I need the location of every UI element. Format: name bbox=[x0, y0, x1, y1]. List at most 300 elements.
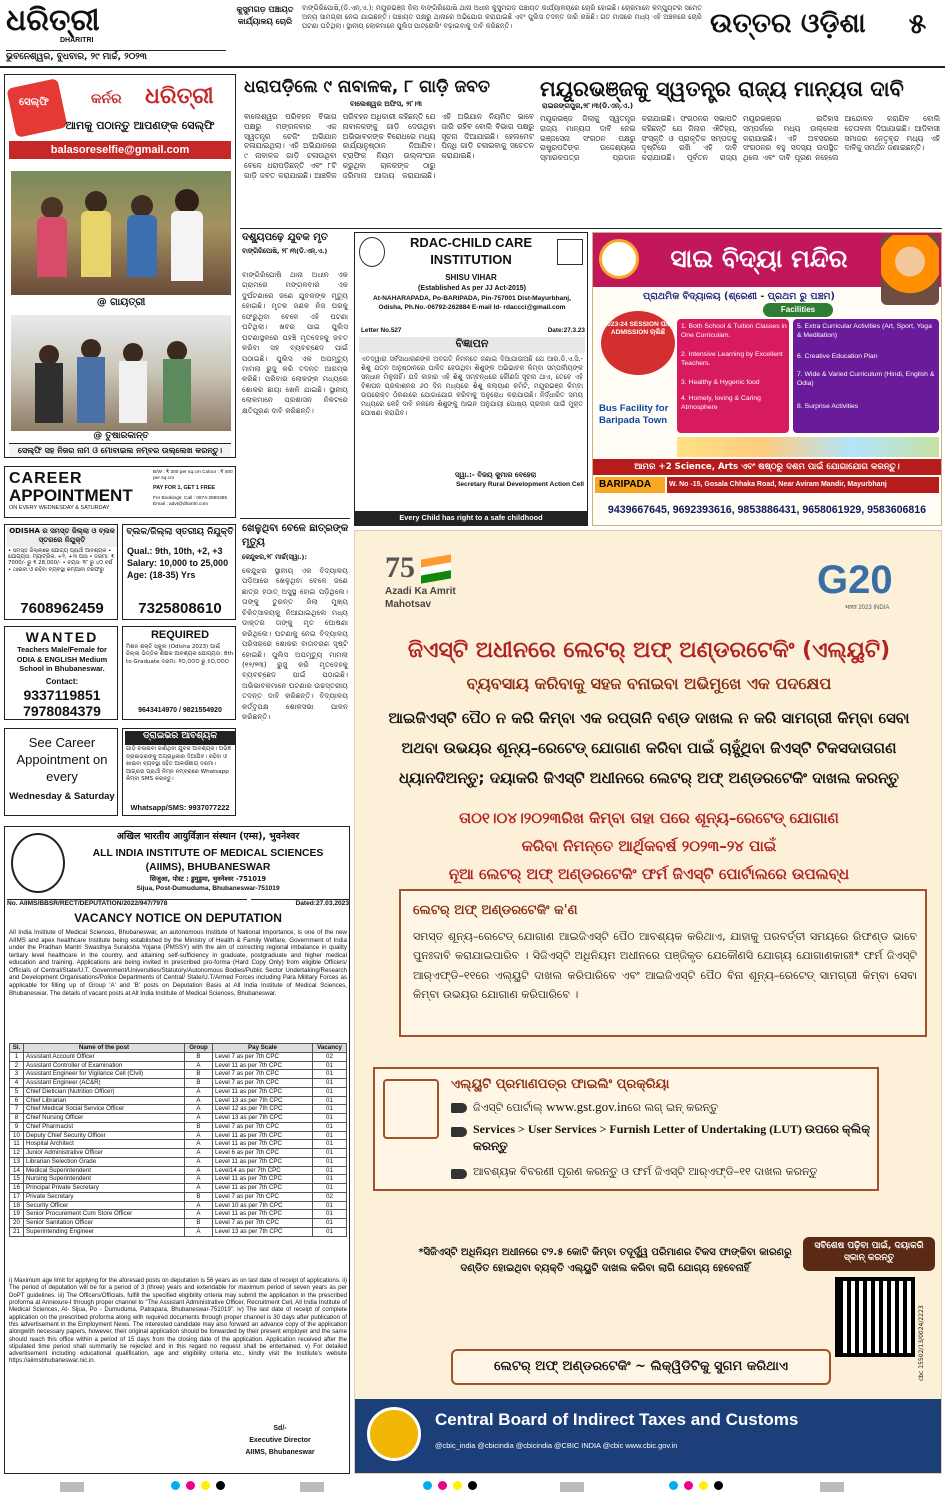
news-4-dateline: କେନ୍ଦୁଝର,୨୮ ମାର୍ଚ୍ଚ(ସ୍ୱା.): bbox=[242, 553, 308, 561]
table-cell: A bbox=[185, 1175, 213, 1184]
table-row bbox=[10, 1105, 347, 1114]
pointer-icon-2 bbox=[451, 1127, 467, 1137]
table-row bbox=[10, 1061, 347, 1070]
masthead-rule bbox=[0, 66, 945, 68]
aiims-posts-table bbox=[9, 1043, 347, 1275]
table-cell: A bbox=[185, 1061, 213, 1070]
rdac-secretary: Secretary Rural Development Action Cell bbox=[455, 481, 584, 488]
table-cell: 21 bbox=[10, 1227, 24, 1236]
news-4-headline: ଖେଳୁଥିବା ବେଳେ ଛାତ୍ରଙ୍କ ମୃତ୍ୟୁ bbox=[242, 523, 349, 548]
table-cell: 2 bbox=[10, 1061, 24, 1070]
news-mayurbhanj bbox=[538, 74, 942, 226]
office-theft-body: ବାଙ୍ଗିରିପୋଷି,(ଡି.ଏନ୍.ଏ.): ମୟୂରଭଞ୍ଜ ଜିଲା ବାଙ୍ଗିରିପୋଷି ଥାନା ଅଧୀନ କୁସୁମଗଡ଼ ପଞ୍ଚାୟତ କାର୍ଯ୍ୟାଳୟରେ ଚୋରି ହୋଇଛି। ଚୋରମାନେ କମ୍ପ୍ୟୁଟର ସମେତ ଅନ୍ୟ ସାମଗ୍ରୀ ନେଇ ଯାଇଛନ୍ତି। ପଞ୍ଚାୟତ ପକ୍ଷରୁ ଥାନାରେ ଅଭିଯୋଗ କରାଯାଇଛି ଏବଂ ପୁଲିସ ତଦନ୍ତ ଜାରି ରଖିଛି। ଗତ ମାସରେ ମଧ୍ୟ ଏହି ଅଞ୍ଚଳରେ ଚୋରି ଘଟଣା ଘଟିଥିଲା। ସ୍ଥାନୀୟ ଲୋକମାନେ ପୁଲିସ ପାଟ୍ରୋଲିଂ ବଢ଼ାଇବାକୁ ଦାବି କରିଛନ୍ତି। bbox=[302, 4, 702, 30]
table-cell: 16 bbox=[10, 1184, 24, 1193]
aiims-logo-icon bbox=[11, 833, 65, 893]
news-3-dateline: ବାଙ୍ଗିରିପୋଷି, ୨୮।୩(ଡି.ଏନ୍.ଏ.) bbox=[242, 247, 328, 255]
career-title-a: CAREER bbox=[9, 470, 83, 487]
table-cell: Level 11 as per 7th CPC bbox=[213, 1157, 313, 1166]
classified-odisha-jobs bbox=[4, 524, 118, 620]
table-cell: A bbox=[185, 1227, 213, 1236]
gst-date-2: କରିବା ନିମନ୍ତେ ଆର୍ଥିକବର୍ଷ ୨୦୨୩–୨୪ ପାଇଁ bbox=[521, 837, 777, 855]
table-cell: Private Secretary bbox=[24, 1192, 185, 1201]
see-career-text: See Career Appointment on every bbox=[16, 735, 108, 784]
table-cell: 01 bbox=[313, 1149, 347, 1158]
color-dots-2 bbox=[420, 1481, 490, 1493]
gst-step-1-a: ଜିଏସ୍‌ଟି ପୋର୍ଟାଲ୍ bbox=[473, 1101, 547, 1114]
aiims-place: AIIMS, Bhubaneswar bbox=[245, 1449, 315, 1456]
office-theft-title: କୁସୁମଗଡ଼ ପଞ୍ଚାୟତ କାର୍ଯ୍ୟାଳୟ ଚୋରି bbox=[236, 5, 294, 26]
rdac-logo-icon bbox=[359, 237, 385, 267]
table-cell: A bbox=[185, 1105, 213, 1114]
table-cell: 8 bbox=[10, 1114, 24, 1123]
news-4-body: କେନ୍ଦୁଝର ସ୍ଥାନୀୟ ଏକ ବିଦ୍ୟାଳୟ ପଡ଼ିଆରେ ଖେଳୁଥିବା ବେଳେ ଜଣେ ଛାତ୍ର ହଠାତ୍ ଅସୁସ୍ଥ ହୋଇ ପଡ଼ିଥିଲେ। ତାଙ୍କୁ ତୁରନ୍ତ ଜିଲା ମୁଖ୍ୟ ଚିକିତ୍ସାଳୟକୁ ନିଆଯାଇଥିଲେ ମଧ୍ୟ ଡାକ୍ତର ତାଙ୍କୁ ମୃତ ଘୋଷଣା କରିଥିଲେ। ଘଟଣାକୁ ନେଇ ବିଦ୍ୟାଳୟ ପରିସରରେ ଶୋକର ବାତାବରଣ ସୃଷ୍ଟି ହୋଇଛି। ପୁଲିସ ଅପମୃତ୍ୟୁ ମାମଲା (୧୨/୨୩) ରୁଜୁ କରି ମୃତଦେହକୁ ବ୍ୟବଚ୍ଛେଦ ପାଇଁ ପଠାଇଛି। ଅଭିଭାବକମାନେ ଘଟଣାର ଉଚ୍ଚସ୍ତରୀୟ ତଦନ୍ତ ଦାବି କରିଛନ୍ତି। ବିଦ୍ୟାଳୟ କର୍ତ୍ତୃପକ୍ଷ ଶୋକସଭା ପାଳନ କରିଛନ୍ତି। bbox=[242, 566, 348, 722]
gst-code: cbc 15502/13/0024/2223 bbox=[918, 1305, 925, 1381]
news-student-death bbox=[240, 518, 350, 810]
table-row bbox=[10, 1210, 347, 1219]
classified-1-phone[interactable]: 7608962459 bbox=[20, 600, 104, 617]
table-cell: 19 bbox=[10, 1210, 24, 1219]
table-cell: B bbox=[185, 1052, 213, 1061]
sai-vidya-mandir-ad bbox=[592, 232, 942, 526]
table-cell: 01 bbox=[313, 1079, 347, 1088]
gst-date-1: ତା୦୧।୦୪।୨୦୨୩ରିଖ କିମ୍ବା ତାହା ପରେ ଶୂନ୍ୟ–ରେଟେଡ୍ ଯୋଗାଣ bbox=[459, 809, 839, 827]
table-cell: Hospital Architect bbox=[24, 1140, 185, 1149]
table-cell: B bbox=[185, 1192, 213, 1201]
aiims-address: Sijua, Post-Dumuduma, Bhubaneswar-751019 bbox=[136, 885, 280, 892]
table-cell: Senior Procurement Cum Store Officer bbox=[24, 1210, 185, 1219]
table-cell: Chief Librarian bbox=[24, 1096, 185, 1105]
sai-left-item-1: 1. Both School & Tuition Classes in One Curriculam. bbox=[681, 323, 787, 339]
aiims-intro: All India Institute of Medical Sciences, Bhubaneswar, an autonomous Institute of National Importance, is one of the new AIIMS and apex healthcare Institute being established by the Ministry of Health & Family Welfare, Government of India under the Pradhan Mantri Swasthya Suraksha Yojana (PMSSY) with the aim of correcting regional imbalance in quality tertiary level healthcare in the country, and attaining self-sufficiency in graduate, postgraduate and higher medical education and training. Applications are being invited in prescribed pro-forma (Hard Copy Only) from eligible Officers/ Officials of Central/State/U.T. Government/Universities/Statutory/Autonomous Bodies/Public Sector Undertaking/Research and Development Organisations/Police Departments of Central/ State/U.T/Armed Forces including Para Military Forces as applicable for filling up of Group 'A' and 'B' posts on Deputation Basis at All India Institute of Medical Sciences, Bhubaneswar. The details of vacant posts at All India Institute of Medical Sciences, Bhubaneswar. bbox=[9, 929, 347, 997]
table-cell: 4 bbox=[10, 1079, 24, 1088]
india-flag-icon bbox=[421, 554, 451, 583]
news-minors-caught bbox=[240, 74, 534, 226]
required-title: REQUIRED bbox=[150, 629, 210, 641]
table-cell: 10 bbox=[10, 1131, 24, 1140]
see-career-days: Wednesday & Saturday bbox=[9, 791, 115, 802]
classified-2-body: Qual.: 9th, 10th, +2, +3 Salary: 10,000 to 25,000 Age: (18-35) Yrs bbox=[127, 546, 229, 581]
rdac-sub: SHISU VIHAR bbox=[445, 273, 497, 282]
registration-mark-4 bbox=[820, 1482, 844, 1492]
gst-step-1-b: ରେ ଲଗ୍ ଇନ୍ କରନ୍ତୁ bbox=[627, 1101, 719, 1114]
aiims-hindi-address: सिजुआ, पोस्ट : डुमुडुमा, भुवनेश्वर -751019 bbox=[149, 875, 267, 883]
wanted-contact: Contact: bbox=[45, 677, 79, 686]
col-vacancy: Vacancy bbox=[313, 1044, 347, 1053]
table-cell: 01 bbox=[313, 1201, 347, 1210]
table-row bbox=[10, 1219, 347, 1228]
table-cell: Nursing Superintendent bbox=[24, 1175, 185, 1184]
sai-baba-image bbox=[881, 235, 939, 305]
table-cell: Librarian Selection Grade bbox=[24, 1157, 185, 1166]
classified-2-phone[interactable]: 7325808610 bbox=[138, 600, 222, 617]
selfie-brand-a: ସେଲ୍ଫି bbox=[19, 97, 49, 108]
classified-required bbox=[122, 626, 236, 720]
table-cell: 01 bbox=[313, 1140, 347, 1149]
gst-subhead: ବ୍ୟବସାୟ କରିବାକୁ ସହଜ ବନାଇବା ଅଭିମୁଖେ ଏକ ପଦକ୍ଷେପ bbox=[466, 674, 832, 693]
table-cell: Level 7 as per 7th CPC bbox=[213, 1052, 313, 1061]
table-row bbox=[10, 1140, 347, 1149]
table-cell: 01 bbox=[313, 1114, 347, 1123]
table-cell: Senior Sanitation Officer bbox=[24, 1219, 185, 1228]
gst-lead-3: ଧ୍ୟାନଦିଅନ୍ତୁ; ଦୟାକରି ଜିଏସ୍‌ଟି ଅଧୀନରେ ଲେଟର୍ ଅଫ୍ ଅଣ୍ଡରଟେକିଂ ଦାଖଲ କରନ୍ତୁ bbox=[399, 769, 899, 787]
selfie-caption-1: @ ଗାୟତ୍ରୀ bbox=[96, 297, 146, 308]
table-row bbox=[10, 1201, 347, 1210]
table-cell: 14 bbox=[10, 1166, 24, 1175]
sai-title: ସାଇ ବିଦ୍ୟା ମନ୍ଦିର bbox=[670, 244, 848, 273]
aiims-vacancy-notice bbox=[4, 826, 350, 1474]
table-cell: Superintending Engineer bbox=[24, 1227, 185, 1236]
news-3-body: ବାଙ୍ଗିରିପୋଷି ଥାନା ଅଧୀନ ଏକ ଗ୍ରାମରେ ମଙ୍ଗଳବାର ଏକ ଦୁର୍ଘଟଣାରେ ଜଣେ ଯୁବକଙ୍କ ମୃତ୍ୟୁ ହୋଇଛି। ମୃତକ ଜଣକ ନିଜ ଘରକୁ ଫେରୁଥିବା ବେଳେ ଏହି ଘଟଣା ଘଟିଥିଲା। ଖବର ପାଇ ପୁଲିସ ଘଟଣାସ୍ଥଳରେ ପହଞ୍ଚି ମୃତଦେହକୁ ଜବତ କରିବା ସହ ବ୍ୟବଚ୍ଛେଦ ପାଇଁ ପଠାଇଛି। ପୁଲିସ ଏକ ଅପମୃତ୍ୟୁ ମାମଲା ରୁଜୁ କରି ତଦନ୍ତ ଆରମ୍ଭ କରିଛି। ପରିବାର ଲୋକଙ୍କ ମଧ୍ୟରେ ଶୋକର ଛାୟା ଖେଳି ଯାଇଛି। ସ୍ଥାନୀୟ ଲୋକମାନେ ପ୍ରଶାସନ ନିକଟରେ କ୍ଷତିପୂରଣ ଦାବି କରିଛନ୍ତି। bbox=[242, 270, 348, 415]
col-group: Group bbox=[185, 1044, 213, 1053]
aiims-notes: i) Maximum age limit for applying for the aforesaid posts on deputation is 56 years as on last date of receipt of applications. ii) The period of deputation will be for a period of 3 (three) years and extendable for maximum period of seven years as per DoPT guidelines. iii) The Officers/Officials, fulfill the specified eligibility criteria may submit the application in the prescribed proforma at Annexure-I through proper channel to "The Assistant Administrative Officer, Recruitment Cell, All India Institute of Medical Sciences, At- Sijua, Po - Dumuduma, Patrapara, Bhubaneswar-751019". iv) The last date of receipt of complete application on the prescribed proforma along with required documents through proper channel is 30 days after publication of this advertisement in the Employment News. The interested candidate may also forward an advance copy of the application alongwith necessary papers, however, their original application should be forwarded by their present employer and the same should reach this office within a period of 15 days from the closing date of the application. Application received after the stipulated time period shall summarily be rejected and in this regard no request shall be entertained. v) For detailed advertisement including educational qualification, age and eligibility criteria etc., kindly visit the Institute's website https://aiimsbhubaneswar.nic.in. bbox=[9, 1277, 347, 1365]
table-cell: 7 bbox=[10, 1105, 24, 1114]
table-cell: A bbox=[185, 1131, 213, 1140]
table-row bbox=[10, 1122, 347, 1131]
cbic-emblem-icon bbox=[367, 1407, 421, 1461]
table-cell: B bbox=[185, 1079, 213, 1088]
career-subtitle: ON EVERY WEDNESDAY & SATURDAY bbox=[9, 505, 110, 511]
azadi-number: 75 bbox=[385, 551, 415, 584]
table-cell: 11 bbox=[10, 1140, 24, 1149]
selfie-caption-2: @ ତୁଷାରକାନ୍ତ bbox=[93, 431, 149, 441]
news-1-dateline: ବାଲେଶ୍ୱର ଅଫିସ, ୨୮।୩ bbox=[350, 100, 422, 108]
table-cell: Level 13 as per 7th CPC bbox=[213, 1114, 313, 1123]
table-row bbox=[10, 1157, 347, 1166]
sai-address: W. No -15, Gosala Chhaka Road, Near Aviram Mandir, Mayurbhanj bbox=[667, 477, 939, 493]
sai-right-item-2: 6. Creative Education Plan bbox=[797, 353, 878, 360]
color-dots-1 bbox=[168, 1481, 238, 1493]
pointer-icon-1 bbox=[451, 1103, 467, 1113]
aiims-title-1: ALL INDIA INSTITUTE OF MEDICAL SCIENCES bbox=[92, 848, 324, 859]
table-cell: 20 bbox=[10, 1219, 24, 1228]
table-cell: 01 bbox=[313, 1087, 347, 1096]
newspaper-logo-sub: DHARITRI bbox=[60, 37, 94, 44]
table-cell: Level 12 as per 7th CPC bbox=[213, 1105, 313, 1114]
form-click-icon bbox=[383, 1079, 439, 1139]
table-cell: 01 bbox=[313, 1227, 347, 1236]
table-cell: Assistant Engineer (AC&R) bbox=[24, 1079, 185, 1088]
wanted-title: WANTED bbox=[25, 629, 99, 645]
sai-bus: Bus Facility for Baripada Town bbox=[599, 403, 669, 426]
gst-footer-bar bbox=[355, 1399, 941, 1473]
masthead bbox=[0, 0, 945, 70]
selfie-corner bbox=[4, 74, 236, 458]
table-cell: 02 bbox=[313, 1192, 347, 1201]
gst-what-box bbox=[399, 889, 927, 1037]
gst-lead-2: ଅଥବା ଉଭୟର ଶୂନ୍ୟ–ରେଟେଡ୍ ଯୋଗାଣ କରିବା ପାଇଁ ଚାହୁଁଥିବା ଜିଏସ୍‌ଟି ଟିକସଦାତାଗଣ bbox=[401, 739, 897, 757]
cbic-title: Central Board of Indirect Taxes and Customs bbox=[435, 1410, 799, 1429]
table-cell: A bbox=[185, 1087, 213, 1096]
gst-scan-label: ସବିଶେଷ ପଢ଼ିବା ପାଇଁ, ଦୟାକରି ସ୍କାନ୍ କରନ୍ତୁ bbox=[803, 1237, 935, 1271]
table-cell: 01 bbox=[313, 1175, 347, 1184]
table-row bbox=[10, 1149, 347, 1158]
table-header-row bbox=[10, 1044, 347, 1053]
sai-left-item-2: 2. Intensive Learning by Excellent Teachers. bbox=[681, 351, 783, 367]
classified-1-body: • ସମସ୍ତ ଜିଲ୍ଲାରେ ଯୋଗ୍ୟ ପ୍ରାର୍ଥୀ ଆବଶ୍ୟକ • ଯୋଗ୍ୟତା: ମ୍ୟାଟ୍ରିକ, +୨, +୩ ପାସ • ଦରମା: ₹ 7000/- ରୁ ₹ 28,000/- • ବୟସ: ୧୮ ରୁ ୪୦ ବର୍ଷ • ଥାଇବା ଓ ରହିବା ବ୍ୟବସ୍ଥା କମ୍ପାନୀ ତରଫରୁ bbox=[8, 548, 115, 573]
table-cell: 02 bbox=[313, 1052, 347, 1061]
rdac-letter: Letter No.527 bbox=[361, 327, 402, 334]
pointer-icon-3 bbox=[451, 1169, 467, 1179]
aiims-sign: Sd/- bbox=[273, 1425, 287, 1432]
table-cell: Chief Nursing Officer bbox=[24, 1114, 185, 1123]
table-cell: Level 7 as per 7th CPC bbox=[213, 1192, 313, 1201]
classified-wanted bbox=[4, 626, 118, 720]
child-care-logo-icon bbox=[557, 239, 583, 265]
selfie-tagline: ଆମକୁ ପଠାନ୍ତୁ ଆପଣଙ୍କ ସେଲ୍ଫି bbox=[65, 119, 215, 132]
table-cell: Level 11 as per 7th CPC bbox=[213, 1175, 313, 1184]
selfie-email[interactable]: balasoreselfie@gmail.com bbox=[9, 141, 231, 159]
gst-step-2: Services > User Services > Furnish Letter of Undertaking (LUT) ଉପରେ କ୍ଲିକ୍ କରନ୍ତୁ bbox=[473, 1122, 871, 1154]
color-dots-3 bbox=[666, 1481, 736, 1493]
news-3-headline: ଦଶ୍ୟୁପଢ଼େ ଯୁବକ ମୃତ bbox=[242, 232, 328, 243]
rdac-date: Date:27.3.23 bbox=[547, 327, 585, 334]
section-title: ଉତ୍ତର ଓଡ଼ିଶା bbox=[710, 8, 866, 39]
gst-step-1 bbox=[473, 1099, 873, 1117]
table-cell: Level 13 as per 7th CPC bbox=[213, 1227, 313, 1236]
table-row bbox=[10, 1087, 347, 1096]
table-cell: 15 bbox=[10, 1175, 24, 1184]
sai-right-item-3: 7. Wide & Varied Curriculum (Hindi, English & Odia) bbox=[797, 371, 935, 387]
gst-step-3: ଆବଶ୍ୟକ ବିବରଣୀ ପୂରଣ କରନ୍ତୁ ଓ ଫର୍ମ ଜିଏସ୍‌ଟି ଆର୍‌ଏଫ୍‌ଡି–୧୧ ଦାଖଲ କରନ୍ତୁ bbox=[473, 1165, 818, 1178]
dateline: ଭୁବନେଶ୍ୱର, ବୁଧବାର, ୨୯ ମାର୍ଚ୍ଚ, ୨୦୨୩ bbox=[6, 50, 226, 64]
table-row bbox=[10, 1192, 347, 1201]
table-cell: 5 bbox=[10, 1087, 24, 1096]
sai-sub: ପ୍ରାଥମିକ ବିଦ୍ୟାଳୟ (ଶ୍ରେଣୀ - ପ୍ରଥମ ରୁ ପଞ୍ଚମ) bbox=[643, 291, 835, 302]
gst-what-body: ସମସ୍ତ ଶୂନ୍ୟ–ରେଟେଡ୍ ଯୋଗାଣ ଆଇଜିଏସ୍‌ଟି ପୈଠ ଆବଶ୍ୟକ କରିଥାଏ, ଯାହାକୁ ପରବର୍ତ୍ତୀ ସମୟରେ ରିଫଣ୍ଡ ଭାବେ ପୁନଃଦାବି କରାଯାଇପାରିବ । ସିଜିଏସ୍‌ଟି ଅଧିନିୟମ ଅଧୀନରେ ପଞ୍ଜିକୃତ ଯେକୌଣସି ଯୋଗ୍ୟ ଯୋଗାଣକାରୀ* ଫର୍ମ ଜିଏସ୍‌ଟି ଆର୍‌ଏଫ୍‌ଡି–୧୧ରେ ଏଲ୍‌ୟୁଟି ଦାଖଲ କରିପାରିବେ ଏବଂ ଆଇଜିଏସ୍‌ଟି ପୈଠ ବିନା ଶୂନ୍ୟ–ରେଟେଡ୍ ସାମଗ୍ରୀ କିମ୍ବା ସେବା କିମ୍ବା ଉଭୟର ଯୋଗାଣ କରିପାରିବେ । bbox=[413, 930, 917, 1001]
table-cell: B bbox=[185, 1219, 213, 1228]
sai-science: ଆମର +2 Science, Arts ଏବଂ ଷଷ୍ଠରୁ ଦଶମ ପାଇଁ ଯୋଗାଯୋଗ କରନ୍ତୁ। bbox=[593, 459, 941, 475]
table-cell: 01 bbox=[313, 1096, 347, 1105]
selfie-photo-1 bbox=[11, 171, 231, 295]
table-cell: Assistant Account Officer bbox=[24, 1052, 185, 1061]
see-career-box bbox=[4, 728, 118, 816]
table-cell: Level 11 as per 7th CPC bbox=[213, 1210, 313, 1219]
sai-left-item-3: 3. Healthy & Hygenic food bbox=[681, 379, 760, 386]
table-cell: 01 bbox=[313, 1157, 347, 1166]
classified-1-title: ODISHA ର ସମସ୍ତ ଜିଲ୍ଲା ଓ ବ୍ଲକ ସ୍ତରରେ ନିଯୁକ୍ତି bbox=[7, 527, 117, 547]
table-row bbox=[10, 1070, 347, 1079]
table-cell: Principal Private Secretary bbox=[24, 1184, 185, 1193]
table-cell: A bbox=[185, 1201, 213, 1210]
registration-mark-2 bbox=[300, 1482, 324, 1492]
table-cell: 01 bbox=[313, 1070, 347, 1079]
aiims-hindi-title: अखिल भारतीय आयुर्विज्ञान संस्थान (एम्स), भुवनेश्वर bbox=[116, 831, 300, 842]
table-cell: 01 bbox=[313, 1131, 347, 1140]
aiims-vacancy-title: VACANCY NOTICE ON DEPUTATION bbox=[74, 911, 282, 925]
posts-table bbox=[9, 1043, 347, 1237]
news-youth-death bbox=[240, 232, 350, 516]
table-row bbox=[10, 1114, 347, 1123]
table-cell: 17 bbox=[10, 1192, 24, 1201]
driver-title: ଡ୍ରାଇଭର ଆବଶ୍ୟକ bbox=[125, 731, 235, 745]
classified-driver bbox=[122, 728, 236, 816]
table-cell: Chief Medical Social Service Officer bbox=[24, 1105, 185, 1114]
table-cell: B bbox=[185, 1070, 213, 1079]
cbic-socials[interactable]: @cbic_india @cbicindia @cbicindia @CBIC INDIA @cbic www.cbic.gov.in bbox=[435, 1441, 678, 1450]
driver-body: ଗାଡ଼ି ଚଳାଇବା ଜାଣିଥିବା ଯୁବକ ଆବଶ୍ୟକ। ଅଭିଜ୍ଞ ଡ୍ରାଇଭରଙ୍କୁ ଅଗ୍ରାଧିକାର ଦିଆଯିବ। ରହିବା ଓ ଖାଇବା ବ୍ୟବସ୍ଥା ସହିତ ଆକର୍ଷଣୀୟ ଦରମା। ଆଗ୍ରହୀ ପ୍ରାର୍ଥୀ ନିମ୍ନ ନମ୍ବରରେ Whatsapp କିମ୍ବା SMS କରନ୍ତୁ। bbox=[126, 746, 232, 783]
rdac-established: (Established As per JJ Act-2015) bbox=[417, 285, 527, 292]
table-cell: Junior Administrative Officer bbox=[24, 1149, 185, 1158]
news-2-headline: ମୟୂରଭଞ୍ଜକୁ ସ୍ୱତନ୍ତ୍ର ରାଜ୍ୟ ମାନ୍ୟତା ଦାବି bbox=[540, 77, 904, 101]
sai-children-image bbox=[677, 437, 939, 457]
table-cell: 1 bbox=[10, 1052, 24, 1061]
rdac-notice-title: ବିଜ୍ଞାପନ bbox=[359, 337, 585, 353]
registration-mark-1 bbox=[60, 1482, 84, 1492]
rdac-notice bbox=[354, 232, 588, 526]
col-sl: Sl. bbox=[10, 1044, 24, 1053]
sai-phones[interactable]: 9439667645, 9692393616, 9853886431, 9658061929, 9583606816 bbox=[607, 504, 927, 516]
table-cell: Level 7 as per 7th CPC bbox=[213, 1219, 313, 1228]
table-cell: 6 bbox=[10, 1096, 24, 1105]
rdac-title: RDAC-CHILD CARE INSTITUTION bbox=[409, 235, 533, 267]
selfie-brand-b: କର୍ନର bbox=[91, 91, 122, 107]
table-cell: 12 bbox=[10, 1149, 24, 1158]
table-cell: Level 7 as per 7th CPC bbox=[213, 1122, 313, 1131]
table-cell: 3 bbox=[10, 1070, 24, 1079]
career-title-b: APPOINTMENT bbox=[9, 486, 133, 505]
table-cell: Medical Superintendent bbox=[24, 1166, 185, 1175]
classified-block-jobs bbox=[122, 524, 236, 620]
career-banner bbox=[4, 466, 236, 518]
table-cell: A bbox=[185, 1096, 213, 1105]
table-cell: Level 7 as per 7th CPC bbox=[213, 1070, 313, 1079]
sai-session-badge: 2023-24 SESSION ପାଇଁ ADMISSION ଚାଲିଛି bbox=[601, 311, 675, 375]
rdac-notice-body: ଏତଦ୍ୱାରା ସର୍ବସାଧାରଣଙ୍କ ଅବଗତି ନିମନ୍ତେ ଜଣାଇ ଦିଆଯାଉଅଛି ଯେ ଆର.ଡି.ଏ.ସି.-ଶିଶୁ ଯତ୍ନ ଅନୁଷ୍ଠାନରେ ପାଳିତ ହେଉଥିବା ଶିଶୁଙ୍କ ଅଭିଭାବକ କିମ୍ବା ସମ୍ପର୍କୀୟଙ୍କ ସନ୍ଧାନ ମିଳୁନାହିଁ। ଯଦି କାହାର ଏହି ଶିଶୁ ସମ୍ବନ୍ଧରେ କୌଣସି ସୂଚନା ଥାଏ, ତେବେ ଏହି ବିଜ୍ଞାପନ ପ୍ରକାଶନର ୬୦ ଦିନ ମଧ୍ୟରେ ଶିଶୁ କଲ୍ୟାଣ କମିଟି, ମୟୂରଭଞ୍ଜ କିମ୍ବା ଉପରୋକ୍ତ ଠିକଣାରେ ଯୋଗାଯୋଗ କରିବାକୁ ଅନୁରୋଧ କରାଯାଉଛି। ନିର୍ଦ୍ଧାରିତ ସମୟ ମଧ୍ୟରେ କେହି ଦାବି ନକଲେ ଶିଶୁଙ୍କୁ ଆଇନ ଅନୁଯାୟୀ ପୋଷ୍ୟ ପ୍ରଦାନ ପାଇଁ ମୁକ୍ତ ଘୋଷଣା କରାଯିବ। bbox=[361, 355, 583, 417]
table-cell: Level 11 as per 7th CPC bbox=[213, 1184, 313, 1193]
table-cell: A bbox=[185, 1166, 213, 1175]
table-cell: A bbox=[185, 1210, 213, 1219]
required-body: ମିଶନ ଶକ୍ତି ସ୍କୁଲ (Odisha 2023) ପାଇଁ ଜିଲ୍ଲା ଭିତ୍ତିକ ଶିକ୍ଷକ ଆବଶ୍ୟକ ଯୋଗ୍ୟତା: 8th to Graduate ଦରମା: ୧୦,୦୦୦ ରୁ ୫୦,୦୦୦ bbox=[126, 644, 234, 665]
table-cell: A bbox=[185, 1157, 213, 1166]
selfie-footer: ସେଲ୍ଫି ସହ ନିଜର ନାମ ଓ ମୋବାଇଲ ନମ୍ବର ଉଲ୍ଲେଖ କରନ୍ତୁ। bbox=[9, 443, 231, 457]
table-cell: Assistant Controller of Examination bbox=[24, 1061, 185, 1070]
gst-what-title: ଲେଟର୍ ଅଫ୍ ଅଣ୍ଡରଟେକିଂ କ'ଣ bbox=[413, 903, 578, 918]
col-post: Name of the post bbox=[24, 1044, 185, 1053]
selfie-photo-2 bbox=[11, 315, 231, 431]
table-cell: 01 bbox=[313, 1166, 347, 1175]
table-cell: 01 bbox=[313, 1184, 347, 1193]
career-offer: PAY FOR 1, GET 1 FREE bbox=[153, 485, 215, 491]
classified-2-title: ବ୍ଲକ/ଜିଲ୍ଲା ସ୍ତରୀୟ ନିଯୁକ୍ତି bbox=[126, 527, 234, 537]
rdac-address: At-NAHARAPADA, Po-BARIPADA, Pin-757001 Dist-Mayurbhanj, Odisha, Ph.No.-06792-262884 E-mail Id- rdaccci@gmail.com bbox=[373, 295, 571, 311]
newspaper-logo: ଧରିତ୍ରୀ bbox=[6, 3, 100, 38]
sai-facilities-label: Facilities bbox=[763, 303, 833, 317]
qr-code-icon[interactable] bbox=[835, 1277, 915, 1357]
table-cell: A bbox=[185, 1184, 213, 1193]
table-cell: Level 10 as per 7th CPC bbox=[213, 1201, 313, 1210]
sai-left-list-box bbox=[677, 319, 789, 433]
table-cell: Level14 as per 7th CPC bbox=[213, 1166, 313, 1175]
gst-url[interactable]: www.gst.gov.in bbox=[546, 1099, 628, 1114]
table-cell: 01 bbox=[313, 1061, 347, 1070]
gst-proc-title: ଏଲ୍‌ୟୁଟି ପ୍ରମାଣପତ୍ର ଫାଇଲିଂ ପ୍ରକ୍ରିୟା bbox=[451, 1077, 670, 1092]
selfie-brand-c: ଧରିତ୍ରୀ bbox=[145, 83, 214, 109]
gst-lut-ad bbox=[354, 530, 942, 1474]
table-row bbox=[10, 1096, 347, 1105]
wanted-phone-2[interactable]: 7978084379 bbox=[23, 703, 101, 719]
table-cell: Level 11 as per 7th CPC bbox=[213, 1131, 313, 1140]
table-cell: 01 bbox=[313, 1105, 347, 1114]
table-row bbox=[10, 1052, 347, 1061]
table-cell: Chief Dietician (Nutrition Officer) bbox=[24, 1087, 185, 1096]
gst-date-3: ନୂଆ ଲେଟର୍ ଅଫ୍ ଅଣ୍ଡରଟେକିଂ ଫର୍ମ ଜିଏସ୍‌ଟି ପୋର୍ଟାଲରେ ଉପଲବ୍ଧ bbox=[448, 865, 850, 883]
gst-headline: ଜିଏସ୍‌ଟି ଅଧୀନରେ ଲେଟର୍ ଅଫ୍ ଅଣ୍ଡରଟେକିଂ (ଏଲ୍‌ୟୁଟି) bbox=[407, 638, 891, 663]
gst-lead-1: ଆଇଜିଏସ୍‌ଟି ପୈଠ ନ କରି କିମ୍ବା ଏକ ରପ୍ତାନି ବଣ୍ଡ ଦାଖଲ ନ କରି ସାମଗ୍ରୀ କିମ୍ବା ସେବା bbox=[388, 709, 910, 727]
table-cell: Chief Pharmacist bbox=[24, 1122, 185, 1131]
news-rule bbox=[240, 228, 942, 229]
news-1-body: ବାଲେଶ୍ୱର ପରିବହନ ବିଭାଗ ପକ୍ଷରୁ ମଙ୍ଗଳବାର ଏକ ସ୍ୱତନ୍ତ୍ର ଚେକିଂ ଅଭିଯାନ ଚଳାଯାଇଥିଲା। ଏହି ଅଭିଯାନରେ ୯ ନାବାଳକ ଗାଡ଼ି ଚଳାଉଥିବା ବେଳେ ଧରାପଡ଼ିଛନ୍ତି ଏବଂ ୮ଟି ଗାଡ଼ି ଜବତ କରାଯାଇଛି। ଆଞ୍ଚଳିକ ପରିବହନ ଅଧିକାରୀ କହିଛନ୍ତି ଯେ ନାବାଳକଙ୍କୁ ଗାଡ଼ି ଦେଉଥିବା ଅଭିଭାବକଙ୍କ ବିରୋଧରେ ମଧ୍ୟ କାର୍ଯ୍ୟାନୁଷ୍ଠାନ ନିଆଯିବ। ଟ୍ରାଫିକ ନିୟମ ଉଲ୍ଲଂଘନ କରୁଥିବା ଚାଳକଙ୍କ ଠାରୁ ଜରିମାନା ଆଦାୟ କରାଯାଇଛି। ଏହି ଅଭିଯାନ ନିୟମିତ ଭାବେ ଜାରି ରହିବ ବୋଲି ବିଭାଗ ପକ୍ଷରୁ ସୂଚନା ଦିଆଯାଇଛି। ହେଲମେଟ ପିନ୍ଧି ଗାଡ଼ି ଚଳାଇବାକୁ ସଚେତନ କରାଯାଇଛି। bbox=[244, 112, 534, 180]
wanted-body: Teachers Male/Female for ODIA & ENGLISH Medium School in Bhubaneswar. bbox=[16, 645, 108, 674]
table-row bbox=[10, 1227, 347, 1236]
table-cell: B bbox=[185, 1122, 213, 1131]
table-cell: 01 bbox=[313, 1122, 347, 1131]
aiims-dated: Dated:27.03.2023 bbox=[251, 899, 349, 909]
table-cell: A bbox=[185, 1140, 213, 1149]
news-1-headline: ଧରାପଡ଼ିଲେ ୯ ନାବାଳକ, ୮ ଗାଡ଼ି ଜବତ bbox=[244, 77, 490, 97]
gst-slogan: ଲେଟର୍ ଅଫ୍ ଅଣ୍ଡରଟେକିଂ ~ ଲିକ୍ୱିଡିଟିକୁ ସୁଗମ କରିଥାଏ bbox=[451, 1349, 831, 1385]
table-cell: 9 bbox=[10, 1122, 24, 1131]
table-cell: Assistant Engineer for Vigilance Cell (Civil) bbox=[24, 1070, 185, 1079]
table-cell: A bbox=[185, 1149, 213, 1158]
driver-phone[interactable]: Whatsapp/SMS: 9937077222 bbox=[130, 803, 230, 812]
page-number: ୫ bbox=[908, 7, 927, 40]
table-cell: Level 11 as per 7th CPC bbox=[213, 1087, 313, 1096]
sai-left-item-4: 4. Homely, loving & Caring Atmosphere bbox=[681, 395, 761, 411]
required-phone[interactable]: 9643414970 / 9821554920 bbox=[138, 707, 222, 714]
print-marks-bar bbox=[0, 1478, 945, 1497]
rdac-footer: Every Child has right to a safe childhood bbox=[355, 511, 587, 525]
aiims-ref: No. AIIMS/BBSR/RECT/DEPUTATION/2022/947/7978 bbox=[7, 899, 247, 909]
table-cell: Deputy Chief Security Officer bbox=[24, 1131, 185, 1140]
table-row bbox=[10, 1131, 347, 1140]
svm-logo-icon bbox=[599, 239, 639, 279]
news-2-body: ମୟୂରଭଞ୍ଜ ଜିଲାକୁ ସ୍ୱତନ୍ତ୍ର ରାଜ୍ୟ ମାନ୍ୟତା ଦାବି ନେଇ ଭଞ୍ଜସେନା ସଂଗଠନ ପକ୍ଷରୁ ରାଷ୍ଟ୍ରପତିଙ୍କ ଉଦ୍ଦେଶ୍ୟରେ ସ୍ମାରକପତ୍ର ପ୍ରଦାନ କରାଯାଇଛି। ସଂଗଠନର ସଭାପତି କହିଛନ୍ତି ଯେ ଜିଲାର ଐତିହ୍ୟ, ସଂସ୍କୃତି ଓ ପ୍ରାକୃତିକ ସମ୍ପଦକୁ ଦୃଷ୍ଟିରେ ରଖି ଏହି ଦାବି କରାଯାଉଛି। ପୂର୍ବତନ ରାଜ୍ୟ ମୟୂରଭଞ୍ଜର ଇତିହାସ ସମ୍ପର୍କରେ ମଧ୍ୟ ଉଲ୍ଲେଖ କରାଯାଇଛି। ଏହି ଅବସରରେ ସଂଗଠନର ବହୁ ସଦସ୍ୟ ଉପସ୍ଥିତ ଥିଲେ ଏବଂ ଦାବି ପୂରଣ ନହେଲେ ଆନ୍ଦୋଳନ କରାଯିବ ବୋଲି ଚେତାବନୀ ଦିଆଯାଇଛି। ଆଦିବାସୀ ସମାଜର ନେତୃବୃନ୍ଦ ମଧ୍ୟ ଏହି ଦାବିକୁ ସମର୍ଥନ ଜଣାଇଛନ୍ତି। bbox=[540, 114, 940, 163]
g20-sub: भारत 2023 INDIA bbox=[845, 605, 890, 611]
table-row bbox=[10, 1184, 347, 1193]
gst-process-box bbox=[373, 1067, 879, 1191]
table-cell: 18 bbox=[10, 1201, 24, 1210]
azadi-text: Azadi Ka Amrit Mahotsav bbox=[385, 586, 456, 610]
sai-city: BARIPADA bbox=[595, 477, 665, 493]
col-pay: Pay Scale bbox=[213, 1044, 313, 1053]
table-cell: 13 bbox=[10, 1157, 24, 1166]
aiims-title-2: (AIIMS), BHUBANESWAR bbox=[145, 862, 271, 873]
g20-logo: G20 bbox=[817, 558, 893, 602]
gst-footnote: *ସିଜିଏସ୍‌ଟି ଅଧିନିୟମ ଅଧୀନରେ ଟ୨.୫ କୋଟି କିମ୍ବା ତଦୂର୍ଦ୍ଧ୍ୱ ପରିମାଣର ଟିକସ ଫାଙ୍କିବା କାରଣରୁ ଦଣ୍ଡିତ ହୋଇଥିବା ବ୍ୟକ୍ତି ଏଲ୍‌ୟୁଟି ଦାଖଲ କରିବା ଲାଗି ଯୋଗ୍ୟ ହେବେନାହିଁ bbox=[418, 1247, 792, 1274]
table-cell: Level 7 as per 7th CPC bbox=[213, 1079, 313, 1088]
career-rates: B/W : ₹ 300 per sq.cm Colour : ₹ 400 per sq.cm bbox=[153, 470, 233, 481]
registration-mark-3 bbox=[560, 1482, 584, 1492]
table-cell: Level 11 as per 7th CPC bbox=[213, 1140, 313, 1149]
table-cell: 01 bbox=[313, 1210, 347, 1219]
career-booking: For Bookings: Call : 0674-2580385 Email : advt@dharitri.com bbox=[153, 496, 228, 507]
aiims-director: Executive Director bbox=[249, 1437, 311, 1444]
table-cell: Level 13 as per 7th CPC bbox=[213, 1096, 313, 1105]
sai-right-item-1: 5. Extra Curricular Activities (Art, Sport, Yoga & Meditation) bbox=[797, 323, 932, 339]
table-cell: Level 11 as per 7th CPC bbox=[213, 1061, 313, 1070]
news-2-dateline: ରାଇରଙ୍ଗପୁର,୨୮।୩(ଡି.ଏନ୍.ଏ.) bbox=[542, 102, 634, 110]
rdac-sign: ସ୍ୱା.:- ବିଜୟ କୁମାର ବେହେରା bbox=[455, 471, 537, 479]
table-cell: 01 bbox=[313, 1219, 347, 1228]
table-row bbox=[10, 1166, 347, 1175]
table-cell: A bbox=[185, 1114, 213, 1123]
sai-right-list-box bbox=[793, 319, 939, 433]
table-cell: Security Officer bbox=[24, 1201, 185, 1210]
sai-right-item-4: 8. Surprise Activities bbox=[797, 403, 859, 410]
wanted-phone-1[interactable]: 9337119851 bbox=[23, 687, 101, 703]
table-cell: Level 6 as per 7th CPC bbox=[213, 1149, 313, 1158]
table-row bbox=[10, 1079, 347, 1088]
